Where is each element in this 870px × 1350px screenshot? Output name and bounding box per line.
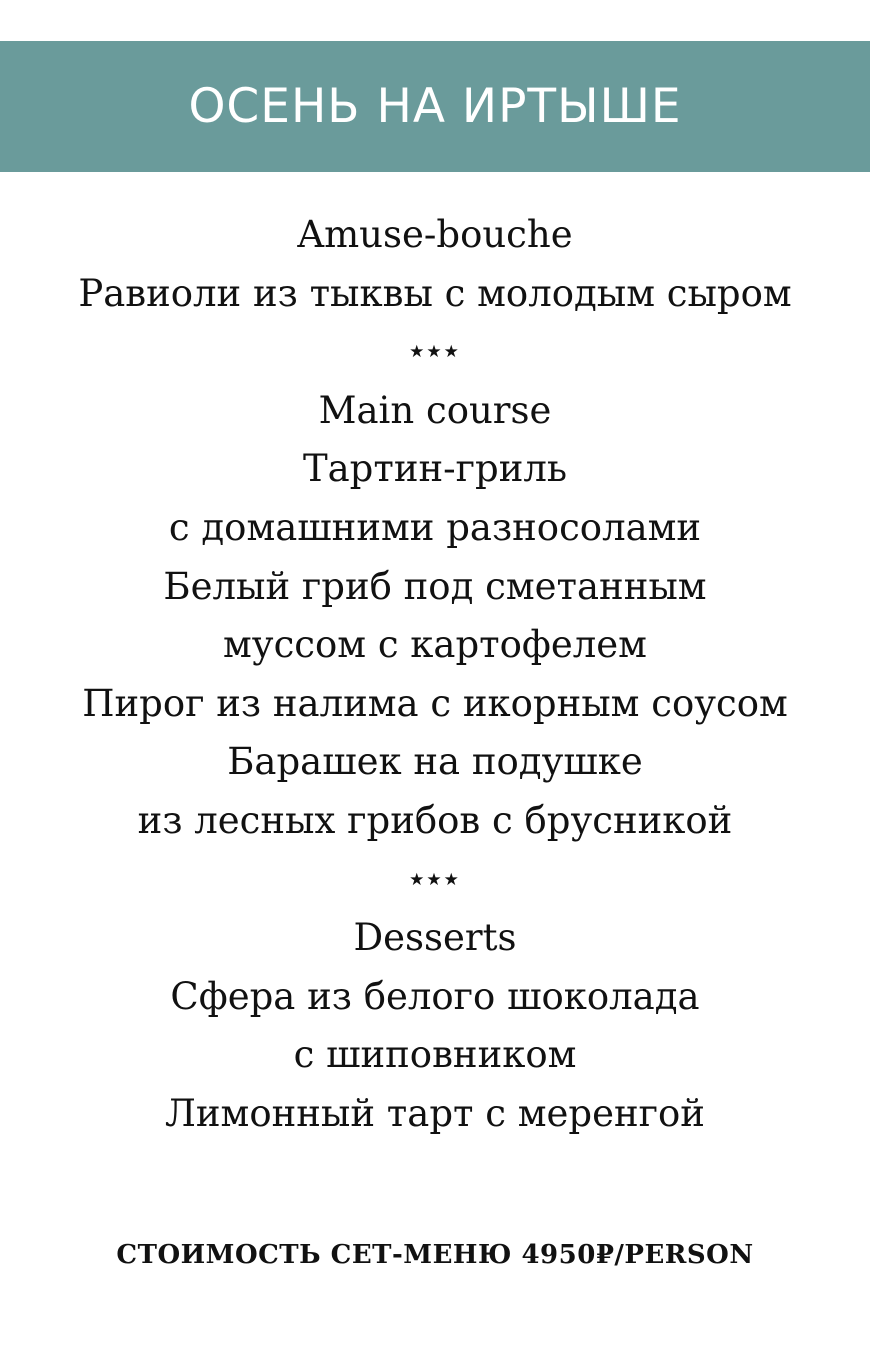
menu-item: муссом с картофелем [223,623,647,667]
menu-item: Сфера из белого шоколада [170,974,700,1018]
menu-item: Пирог из налима с икорным соусом [82,681,788,725]
star-separator: ★★★ [409,342,461,363]
header-band [0,41,870,172]
section-heading-amuse-bouche: Amuse-bouche [297,213,573,256]
star-separator: ★★★ [409,869,461,890]
menu-item: Равиоли из тыквы с молодым сыром [78,271,792,315]
page-title: ОСЕНЬ НА ИРТЫШЕ [188,79,682,134]
set-menu-price: СТОИМОСТЬ СЕТ-МЕНЮ 4950₽/PERSON [116,1240,754,1270]
section-heading-desserts: Desserts [353,916,517,960]
menu-item: Барашек на подушке [227,740,643,784]
menu-item: из лесных грибов с брусникой [137,798,733,842]
set-menu [0,206,870,1144]
section-heading-main-course: Main course [318,388,552,432]
menu-item: Лимонный тарт с меренгой [165,1091,705,1135]
menu-item: Белый гриб под сметанным [163,564,707,608]
menu-item: с шиповником [293,1033,577,1077]
menu-item: Тартин-гриль [302,447,568,491]
menu-item: с домашними разносолами [168,505,702,549]
